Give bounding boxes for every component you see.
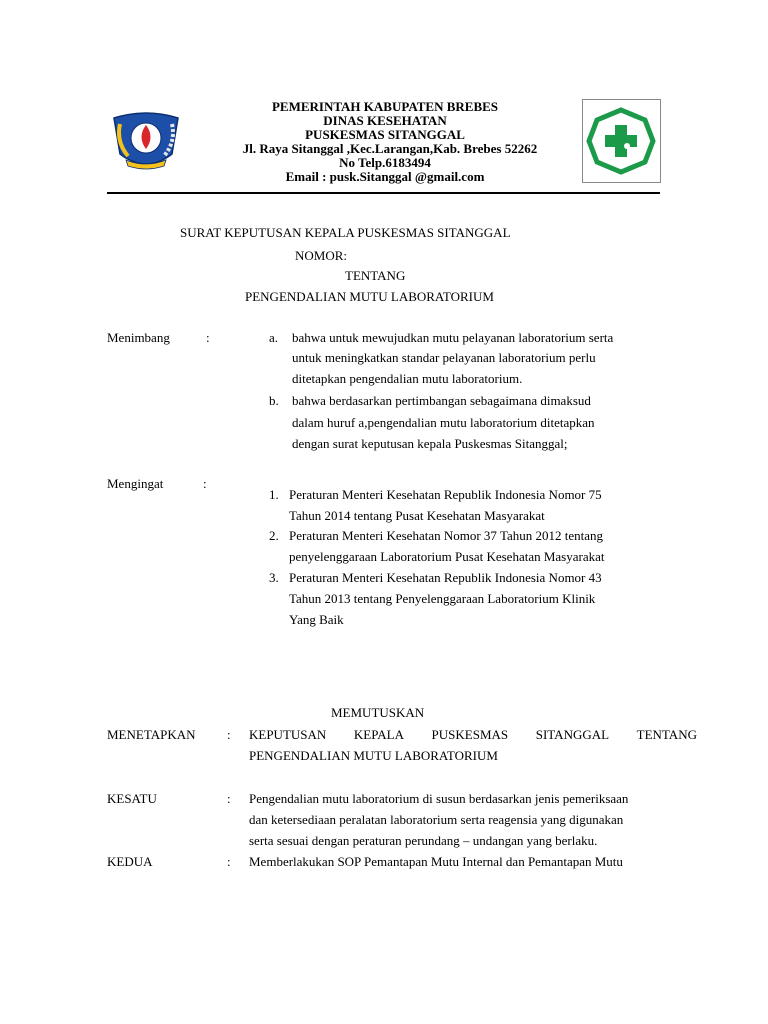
letterhead-address: Jl. Raya Sitanggal ,Kec.Larangan,Kab. Brebes 52262 [242, 141, 538, 156]
letterhead-divider [107, 192, 660, 194]
mengingat-label: Mengingat [107, 476, 164, 491]
kesatu-line-3: serta sesuai dengan peraturan perundang – undangan yang berlaku. [249, 833, 598, 848]
brebes-regency-logo [106, 110, 186, 172]
mengingat-marker-1: 1. [269, 487, 279, 502]
kesatu-colon: : [227, 791, 231, 806]
menetapkan-word: TENTANG [636, 727, 697, 742]
menetapkan-word: KEPUTUSAN [249, 727, 327, 742]
menetapkan-word: SITANGGAL [535, 727, 610, 742]
decree-number: NOMOR: [295, 248, 348, 263]
menimbang-a-line-3: ditetapkan pengendalian mutu laboratorium. [292, 371, 523, 386]
menetapkan-label: MENETAPKAN [107, 727, 196, 742]
mengingat-1-line-2: Tahun 2014 tentang Pusat Kesehatan Masyarakat [289, 508, 545, 523]
mengingat-colon: : [203, 476, 207, 491]
menimbang-b-line-1: bahwa berdasarkan pertimbangan sebagaimana dimaksud [292, 393, 591, 408]
kedua-line-1: Memberlakukan SOP Pemantapan Mutu Internal dan Pemantapan Mutu [249, 854, 623, 869]
kesatu-line-1: Pengendalian mutu laboratorium di susun berdasarkan jenis pemeriksaan [249, 791, 629, 806]
menetapkan-word: KEPALA [353, 727, 404, 742]
letterhead-phone: No Telp.6183494 [339, 155, 431, 170]
menimbang-label: Menimbang [107, 330, 170, 345]
letterhead-line-1: PEMERINTAH KABUPATEN BREBES [271, 99, 499, 114]
menimbang-colon: : [206, 330, 210, 345]
menimbang-marker-a: a. [269, 330, 279, 345]
letterhead-line-2: DINAS KESEHATAN [323, 113, 447, 128]
menetapkan-line-2: PENGENDALIAN MUTU LABORATORIUM [249, 748, 498, 763]
mengingat-3-line-3: Yang Baik [289, 612, 344, 627]
menimbang-a-line-1: bahwa untuk mewujudkan mutu pelayanan laboratorium serta [292, 330, 614, 345]
menetapkan-word: PUSKESMAS [431, 727, 509, 742]
menimbang-b-line-3: dengan surat keputusan kepala Puskesmas Sitanggal; [292, 436, 568, 451]
memutuskan-heading: MEMUTUSKAN [331, 705, 425, 720]
kedua-colon: : [227, 854, 231, 869]
menetapkan-colon: : [227, 727, 231, 742]
menimbang-marker-b: b. [269, 393, 279, 408]
mengingat-1-line-1: Peraturan Menteri Kesehatan Republik Indonesia Nomor 75 [289, 487, 602, 502]
mengingat-marker-3: 3. [269, 570, 279, 585]
kedua-label: KEDUA [107, 854, 153, 869]
kesatu-label: KESATU [107, 791, 157, 806]
menimbang-b-line-2: dalam huruf a,pengendalian mutu laboratorium ditetapkan [292, 415, 595, 430]
letterhead-email: Email : pusk.Sitanggal @gmail.com [285, 169, 485, 184]
menimbang-a-line-2: untuk meningkatkan standar pelayanan laboratorium perlu [292, 350, 596, 365]
puskesmas-logo [582, 99, 661, 183]
mengingat-2-line-1: Peraturan Menteri Kesehatan Nomor 37 Tahun 2012 tentang [289, 528, 604, 543]
mengingat-3-line-1: Peraturan Menteri Kesehatan Republik Indonesia Nomor 43 [289, 570, 602, 585]
decree-title: SURAT KEPUTUSAN KEPALA PUSKESMAS SITANGGAL [180, 225, 511, 240]
mengingat-marker-2: 2. [269, 528, 279, 543]
mengingat-3-line-2: Tahun 2013 tentang Penyelenggaraan Laboratorium Klinik [289, 591, 596, 606]
letterhead-line-3: PUSKESMAS SITANGGAL [305, 127, 465, 142]
kesatu-line-2: dan ketersediaan peralatan laboratorium serta reagensia yang digunakan [249, 812, 624, 827]
menetapkan-line-1 [249, 727, 697, 743]
mengingat-2-line-2: penyelenggaraan Laboratorium Pusat Kesehatan Masyarakat [289, 549, 605, 564]
decree-subject: PENGENDALIAN MUTU LABORATORIUM [245, 289, 494, 304]
decree-tentang: TENTANG [345, 268, 406, 283]
